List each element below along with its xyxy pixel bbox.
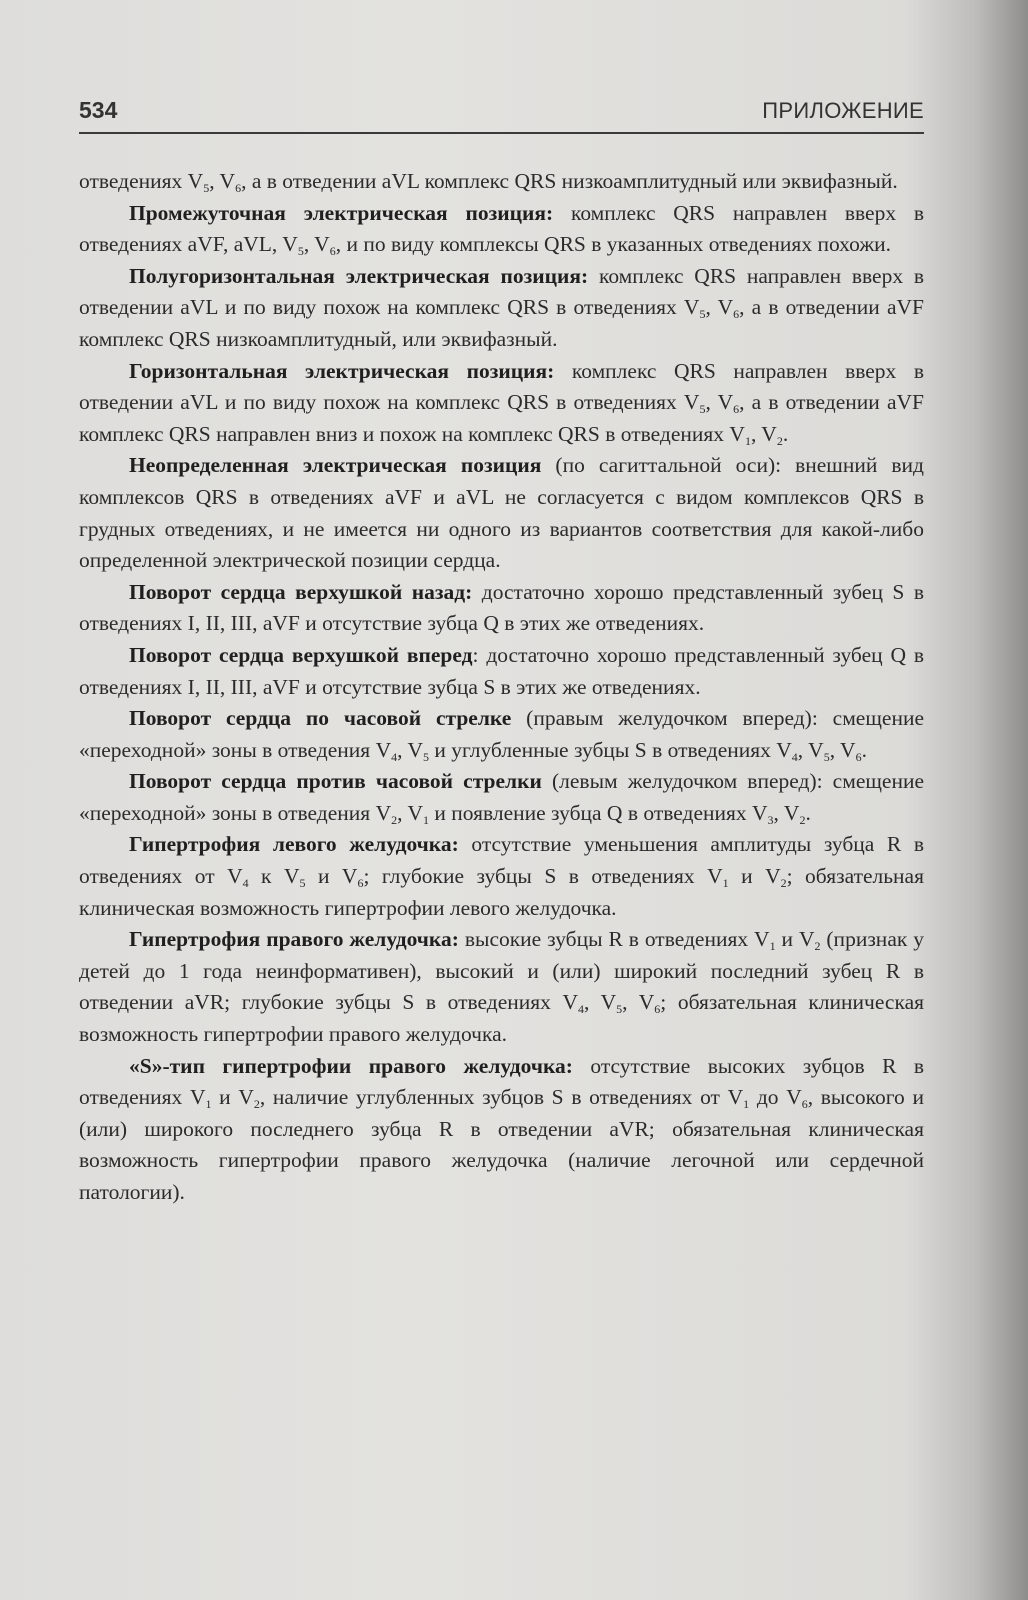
paragraph-text: (левым желудочком вперед): смещение «переходной» зоны в отведения $V_2$, $V_1$ и появление зубца Q в отведениях $V_3$, $V_2$.: [79, 769, 925, 827]
paragraph-text: высокие зубцы R в отведениях $V_1$ и $V_2$ (признак у детей до 1 года неинформативен), высокий и (или) широкий последний зубец R в отведении aVR; глубокие зубцы S в отведениях $V_4$, $V_5$, $V_6$; обязательная клиническая возможность гипертрофии правого желудочка.: [79, 927, 925, 1047]
paragraph-text: (правым желудочком вперед): смещение «переходной» зоны в отведения $V_4$, $V_5$ и углубленные зубцы S в отведениях $V_4$, $V_5$, $V_6$.: [79, 706, 924, 764]
page-header: [79, 92, 924, 134]
paragraph: [79, 924, 924, 1050]
paragraph: [79, 829, 924, 924]
term: Поворот сердца верхушкой вперед: [129, 642, 473, 667]
running-head: ПРИЛОЖЕНИЕ: [762, 98, 924, 123]
paragraph-text: комплекс QRS направлен вверх в отведении aVL и по виду похож на комплекс QRS в отведениях $V_5$, $V_6$, а в отведении aVF комплекс QRS низкоамплитудный, или эквифазный.: [79, 263, 925, 351]
paragraph-text: комплекс QRS направлен вверх в отведениях aVF, aVL, $V_5$, $V_6$, и по виду комплексы QRS в указанных отведениях похожи.: [79, 200, 925, 259]
paragraph-text: : достаточно хорошо представленный зубец Q в отведениях I, II, III, aVF и отсутствие зубца S в этих же отведениях.: [79, 642, 924, 699]
paragraph: [79, 166, 924, 198]
paragraph: [79, 703, 924, 766]
paragraph: [79, 356, 924, 451]
body-text: [79, 166, 924, 1209]
paragraph: [79, 450, 924, 576]
paragraph-text: комплекс QRS направлен вверх в отведении aVL и по виду похож на комплекс QRS в отведениях $V_5$, $V_6$, а в отведении aVF комплекс QRS направлен вниз и похож на комплекс QRS в отведениях $V_1$, $V_2$.: [79, 358, 925, 448]
paragraph-text: отведениях $V_5$, $V_6$, а в отведении aVL комплекс QRS низкоамплитудный или эквифазный.: [79, 169, 898, 195]
page-number: 534: [79, 97, 118, 123]
term: Неопределенная электрическая позиция: [129, 453, 542, 478]
term: Гипертрофия левого желудочка:: [129, 832, 459, 857]
paragraph: [79, 1051, 924, 1209]
term: Полугоризонтальная электрическая позиция:: [129, 263, 589, 288]
term: Горизонтальная электрическая позиция:: [129, 358, 555, 383]
paragraph-text: (по сагиттальной оси): внешний вид комплексов QRS в отведениях aVF и aVL не согласуется с видом комплексов QRS в грудных отведениях, и не имеется ни одного из вариантов соответствия для какой-либо определенной электрической позиции сердца.: [79, 453, 924, 573]
paragraph: [79, 640, 924, 703]
paragraph-text: отсутствие высоких зубцов R в отведениях $V_1$ и $V_2$, наличие углубленных зубцов S в отведениях от $V_1$ до $V_6$, высокого и (или) широкого последнего зубца R в отведении aVR; обязательная клиническая возможность гипертрофии правого желудочка (наличие легочной или сердечной патологии).: [79, 1053, 924, 1204]
term: Поворот сердца по часовой стрелке: [129, 706, 512, 731]
term: Гипертрофия правого желудочка:: [129, 927, 459, 952]
paragraph: [79, 766, 924, 829]
paragraph: [79, 261, 924, 356]
paragraph: [79, 577, 924, 640]
term: «S»-тип гипертрофии правого желудочка:: [129, 1053, 573, 1078]
term: Промежуточная электрическая позиция:: [129, 200, 554, 225]
term: Поворот сердца против часовой стрелки: [129, 769, 542, 794]
paragraph-text: отсутствие уменьшения амплитуды зубца R в отведениях от $V_4$ к $V_5$ и $V_6$; глубокие зубцы S в отведениях $V_1$ и $V_2$; обязательная клиническая возможность гипертрофии левого желудочка.: [79, 832, 925, 920]
term: Поворот сердца верхушкой назад:: [129, 579, 473, 604]
paragraph: [79, 198, 924, 261]
paragraph-text: достаточно хорошо представленный зубец S в отведениях I, II, III, aVF и отсутствие зубца Q в этих же отведениях.: [79, 579, 924, 636]
